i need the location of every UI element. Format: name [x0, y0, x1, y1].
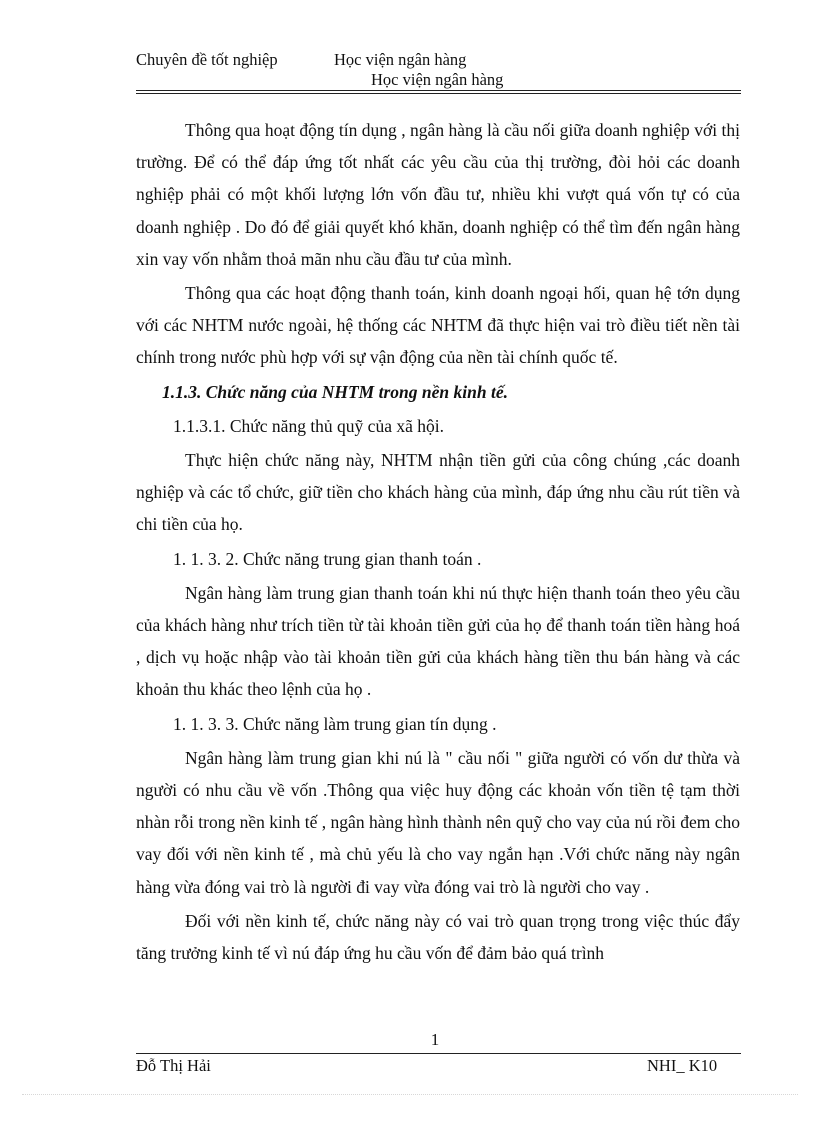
paragraph-credit: Ngân hàng làm trung gian khi nú là " cầu nối " giữa người có vốn dư thừa và người có nhu cầu về vốn .Thông qua việc huy động các khoản vốn tiền tệ tạm thời nhàn rỗi trong nền kinh tế , ngân hàng hình thành nên quỹ cho vay của nú rồi đem cho vay đối với nền kinh tế , mà chủ yếu là cho vay ngắn hạn .Với chức năng này ngân hàng vừa đóng vai trò là người đi vay vừa đóng vai trò là người cho vay . — [136, 747, 740, 897]
subsection-treasury: 1.1.3.1. Chức năng thủ quỹ của xã hội. — [173, 415, 444, 436]
paragraph-credit-bridge: Thông qua hoạt động tín dụng , ngân hàng là cầu nối giữa doanh nghiệp với thị trường. Để có thể đáp ứng tốt nhất các yêu cầu của thị trường, đòi hỏi các doanh nghiệp phải có một khối lượng lớn vốn đầu tư, nhiều khi vượt quá vốn tự có của doanh nghiệp . Do đó để giải quyết khó khăn, doanh nghiệp có thể tìm đến ngân hàng xin vay vốn nhằm thoả mãn nhu cầu đầu tư của mình. — [136, 120, 740, 269]
footer-rule — [136, 1053, 741, 1054]
paragraph-payment: Ngân hàng làm trung gian thanh toán khi nú thực hiện thanh toán theo yêu cầu của khách hàng như trích tiền từ tài khoản tiền gửi của họ để thanh toán tiền hàng hoá , dịch vụ hoặc nhập vào tài khoản tiền gửi của khách hàng tiền thu bán hàng và các khoản thu khác theo lệnh của họ . — [136, 582, 740, 700]
section-heading: 1.1.3. Chức năng của NHTM trong nền kinh tế. — [162, 381, 508, 402]
subsection-payment: 1. 1. 3. 2. Chức năng trung gian thanh toán . — [173, 548, 482, 569]
paragraph-economy: Đối với nền kinh tế, chức năng này có vai trò quan trọng trong việc thúc đẩy tăng trưởng kinh tế vì nú đáp ứng hu cầu vốn để đảm bảo quá trình — [136, 910, 740, 964]
header-institution-repeat: Học viện ngân hàng — [371, 70, 504, 89]
header-double-rule — [136, 90, 741, 94]
page-bottom-dotted-line — [22, 1094, 798, 1095]
paragraph-treasury: Thực hiện chức năng này, NHTM nhận tiền gửi của công chúng ,các doanh nghiệp và các tổ chức, giữ tiền cho khách hàng của mình, đáp ứng nhu cầu rút tiền và chi tiền của họ. — [136, 450, 740, 535]
footer-class: NHI_ K10 — [647, 1056, 718, 1075]
header-institution: Học viện ngân hàng — [334, 50, 467, 69]
page-number: 1 — [430, 1030, 440, 1049]
paragraph-international: Thông qua các hoạt động thanh toán, kinh doanh ngoại hối, quan hệ tớn dụng với các NHTM nước ngoài, hệ thống các NHTM đã thực hiện vai trò điều tiết nền tài chính trong nước phù hợp với sự vận động của nền tài chính quốc tế. — [136, 283, 740, 368]
document-body — [136, 114, 740, 971]
footer-author: Đỗ Thị Hải — [136, 1056, 211, 1075]
subsection-credit: 1. 1. 3. 3. Chức năng làm trung gian tín dụng . — [173, 713, 497, 734]
header-left-title: Chuyên đề tốt nghiệp — [136, 50, 278, 69]
